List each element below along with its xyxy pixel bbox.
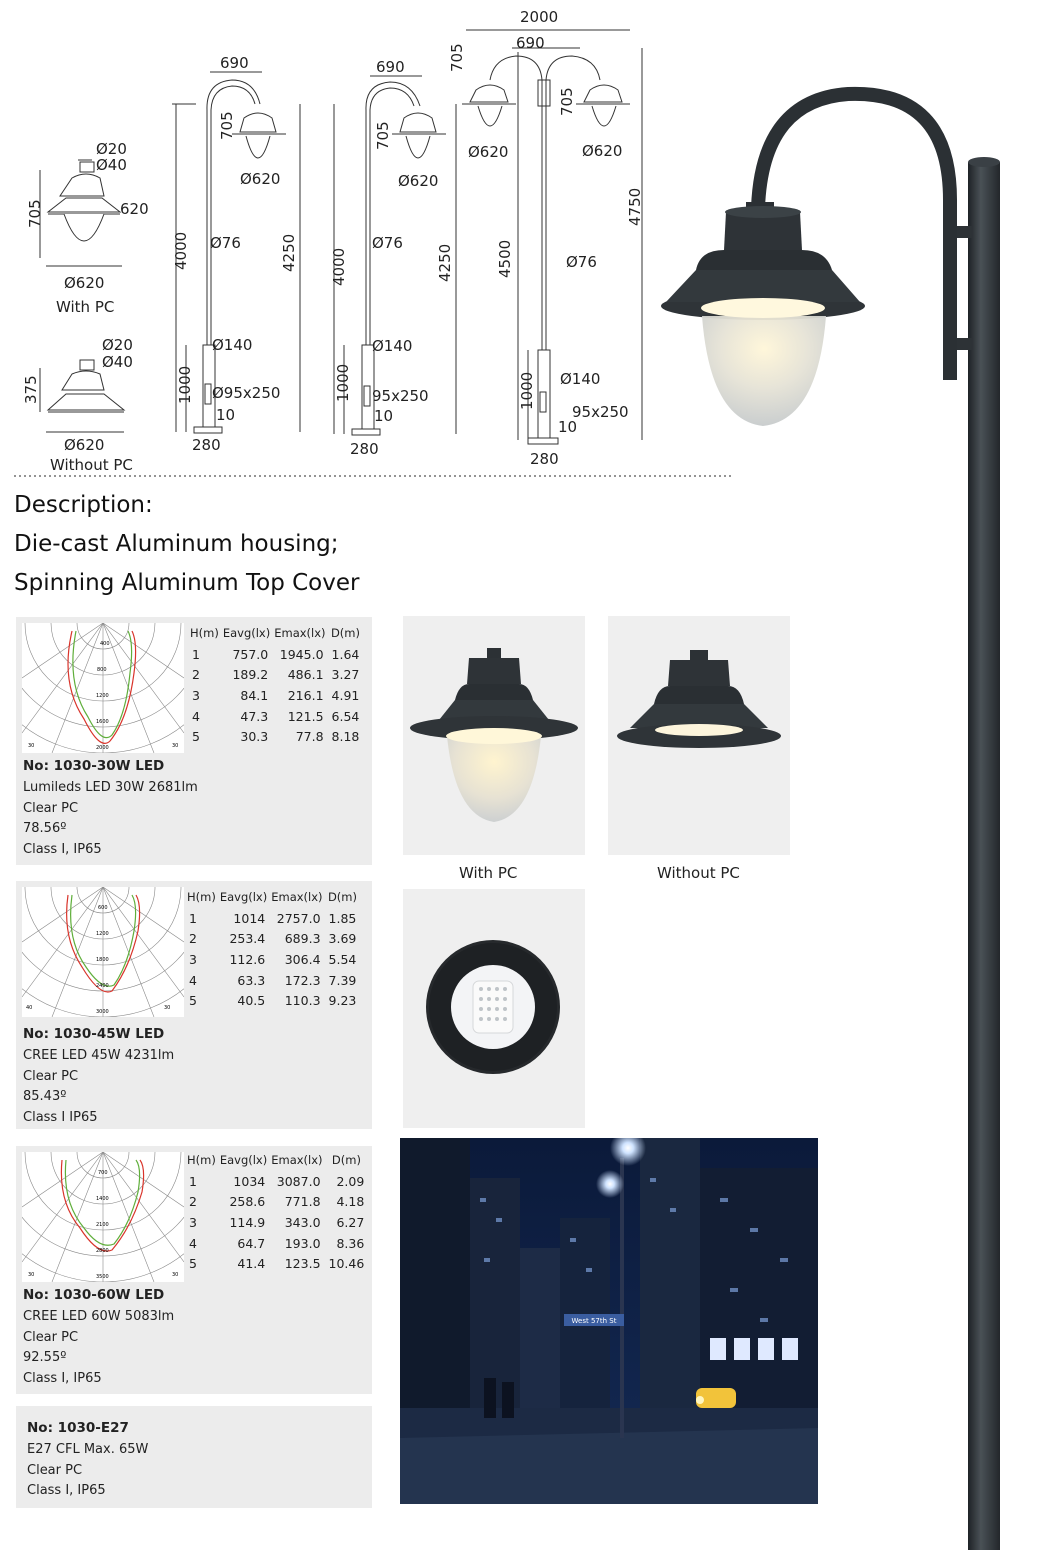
protection-class: Class I, IP65: [27, 1483, 106, 1499]
photo-without-pc: [608, 616, 790, 855]
light-source: Lumileds LED 30W 2681lm: [23, 779, 198, 795]
polar-angle-left: 40: [26, 1005, 33, 1011]
dim-top-d2: Ø40: [96, 156, 127, 174]
polar-angle-right: 30: [172, 1272, 179, 1278]
dim-top-d1: Ø20: [96, 140, 127, 158]
table-row: 4 64.7 193.0 8.36: [189, 1235, 365, 1251]
description-heading: Description:: [14, 492, 153, 518]
table-row: 5 40.5 110.3 9.23: [189, 993, 357, 1009]
dim-arm: 690: [376, 58, 405, 76]
dim-arm: 690: [516, 34, 545, 52]
beam-angle: 85.43º: [23, 1089, 67, 1105]
dim-drop: 705: [218, 111, 236, 140]
dim-pole: Ø76: [372, 234, 403, 252]
dim-height: 375: [22, 375, 40, 404]
product-panel-60w: [16, 1146, 372, 1394]
polar-ring-label: 2000: [96, 745, 109, 751]
dim-height-right: 4250: [280, 233, 298, 272]
table-row: 1 1034 3087.0 2.09: [189, 1173, 365, 1189]
protection-class: Class I, IP65: [23, 842, 102, 858]
dim-door-h: 1000: [334, 363, 352, 402]
dim-height-left: 4500: [496, 239, 514, 278]
col-emax: Emax(lx): [274, 626, 326, 640]
dim-door-h: 1000: [518, 371, 536, 410]
dim-lamp-right: Ø620: [582, 142, 623, 160]
description-line-2: Spinning Aluminum Top Cover: [14, 570, 360, 596]
polar-ring-label: 2800: [96, 1248, 109, 1254]
caption-with-pc: With PC: [459, 864, 518, 882]
polar-angle-right: 30: [172, 743, 179, 749]
col-d: D(m): [331, 1153, 361, 1167]
dim-pole: Ø76: [566, 253, 597, 271]
polar-angle-left: 30: [28, 743, 35, 749]
table-row: 5 30.3 77.8 8.18: [192, 729, 360, 745]
col-eavg: Eavg(lx): [222, 626, 271, 640]
dim-drop: 705: [374, 121, 392, 150]
dim-drop-right: 705: [558, 87, 576, 116]
table-row: 1 757.0 1945.0 1.64: [192, 646, 360, 662]
dim-height-left: 4000: [172, 231, 190, 270]
dim-height-right: 4250: [436, 243, 454, 282]
polar-ring-label: 400: [100, 641, 110, 647]
polar-diagram: [22, 623, 184, 753]
dim-side: 620: [120, 200, 149, 218]
dim-door: 95x250: [572, 403, 629, 421]
product-panel-30w: [16, 617, 372, 865]
table-row: 4 63.3 172.3 7.39: [189, 972, 357, 988]
table-row: 2 258.6 771.8 4.18: [189, 1194, 365, 1210]
table-row: 1 1014 2757.0 1.85: [189, 910, 357, 926]
polar-ring-label: 3500: [96, 1274, 109, 1280]
dim-base-w: 280: [530, 450, 559, 468]
col-h: H(m): [187, 890, 216, 904]
technical-drawings: [0, 0, 740, 480]
polar-ring-label: 2100: [96, 1222, 109, 1228]
dim-lamp: Ø620: [240, 170, 281, 188]
polar-ring-label: 1800: [96, 957, 109, 963]
col-d: D(m): [327, 890, 357, 904]
illuminance-table: [185, 890, 360, 1011]
dim-height-right: 4750: [626, 187, 644, 226]
polar-ring-label: 1200: [96, 693, 109, 699]
description-line-1: Die-cast Aluminum housing;: [14, 531, 339, 557]
dim-gap: 10: [216, 406, 236, 424]
polar-angle-right: 30: [164, 1005, 171, 1011]
label-with-pc: With PC: [56, 298, 115, 316]
dim-pole: Ø76: [210, 234, 241, 252]
product-info: [23, 1285, 174, 1390]
model-number: No: 1030-E27: [27, 1420, 129, 1436]
polar-angle-left: 30: [28, 1272, 35, 1278]
table-row: 5 41.4 123.5 10.46: [189, 1256, 365, 1272]
col-emax: Emax(lx): [271, 1153, 323, 1167]
dim-lamp: Ø620: [398, 172, 439, 190]
dim-diameter: Ø620: [64, 436, 105, 454]
photo-with-pc: [403, 616, 585, 855]
dim-base: Ø140: [212, 336, 253, 354]
col-eavg: Eavg(lx): [219, 890, 268, 904]
product-info: [23, 756, 198, 861]
table-row: 2 189.2 486.1 3.27: [192, 667, 360, 683]
cover-type: Clear PC: [23, 1329, 79, 1345]
dim-base: Ø140: [560, 370, 601, 388]
polar-diagram: [22, 1152, 184, 1282]
night-street-photo: [400, 1138, 818, 1504]
table-row: 3 114.9 343.0 6.27: [189, 1214, 365, 1230]
photo-bottom-view: [403, 889, 585, 1128]
table-row: 3 84.1 216.1 4.91: [192, 687, 360, 703]
polar-ring-label: 3000: [96, 1009, 109, 1015]
dim-base-w: 280: [350, 440, 379, 458]
cover-type: Clear PC: [23, 1068, 79, 1084]
polar-ring-label: 600: [98, 905, 108, 911]
table-row: 3 112.6 306.4 5.54: [189, 951, 357, 967]
polar-ring-label: 1400: [96, 1196, 109, 1202]
dim-diameter: Ø620: [64, 274, 105, 292]
col-emax: Emax(lx): [271, 890, 323, 904]
illuminance-table: [185, 1153, 368, 1274]
light-source: CREE LED 60W 5083lm: [23, 1308, 175, 1324]
table-row: 4 47.3 121.5 6.54: [192, 708, 360, 724]
product-panel-e27: [16, 1406, 372, 1508]
light-source: E27 CFL Max. 65W: [27, 1441, 149, 1457]
dim-top-d1: Ø20: [102, 336, 133, 354]
beam-angle: 78.56º: [23, 821, 67, 837]
illuminance-table: [188, 626, 363, 747]
polar-ring-label: 1200: [96, 931, 109, 937]
col-h: H(m): [190, 626, 219, 640]
dim-door: Ø95x250: [212, 384, 281, 402]
light-source: CREE LED 45W 4231lm: [23, 1047, 175, 1063]
dim-lamp-left: Ø620: [468, 143, 509, 161]
col-h: H(m): [187, 1153, 216, 1167]
polar-ring-label: 700: [98, 1170, 108, 1176]
product-info: [23, 1024, 174, 1129]
table-row: 2 253.4 689.3 3.69: [189, 931, 357, 947]
fixture-with-pc-drawing: [40, 160, 122, 266]
polar-ring-label: 1600: [96, 719, 109, 725]
polar-diagram: [22, 887, 184, 1017]
polar-ring-label: 800: [97, 667, 107, 673]
dim-gap: 10: [558, 418, 578, 436]
dim-base-w: 280: [192, 436, 221, 454]
col-d: D(m): [330, 626, 360, 640]
dim-top-d2: Ø40: [102, 353, 133, 371]
cover-type: Clear PC: [27, 1462, 83, 1478]
product-panel-45w: [16, 881, 372, 1129]
dim-drop-left: 705: [448, 43, 466, 72]
dim-base: Ø140: [372, 337, 413, 355]
dim-gap: 10: [374, 407, 394, 425]
street-sign: West 57th St: [571, 1317, 617, 1325]
caption-without-pc: Without PC: [657, 864, 740, 882]
dim-arm: 690: [220, 54, 249, 72]
protection-class: Class I, IP65: [23, 1371, 102, 1387]
dim-height-left: 4000: [330, 247, 348, 286]
dim-door: 95x250: [372, 387, 429, 405]
beam-angle: 92.55º: [23, 1350, 67, 1366]
dim-height: 705: [26, 199, 44, 228]
product-info: [27, 1418, 148, 1502]
cover-type: Clear PC: [23, 800, 79, 816]
col-eavg: Eavg(lx): [219, 1153, 268, 1167]
model-number: No: 1030-30W LED: [23, 758, 165, 774]
dim-door-h: 1000: [176, 365, 194, 404]
pole-c-drawing: [462, 30, 642, 444]
protection-class: Class I IP65: [23, 1110, 98, 1126]
model-number: No: 1030-60W LED: [23, 1287, 165, 1303]
label-without-pc: Without PC: [50, 456, 133, 474]
model-number: No: 1030-45W LED: [23, 1026, 165, 1042]
dim-span: 2000: [520, 8, 559, 26]
polar-ring-label: 2400: [96, 983, 109, 989]
